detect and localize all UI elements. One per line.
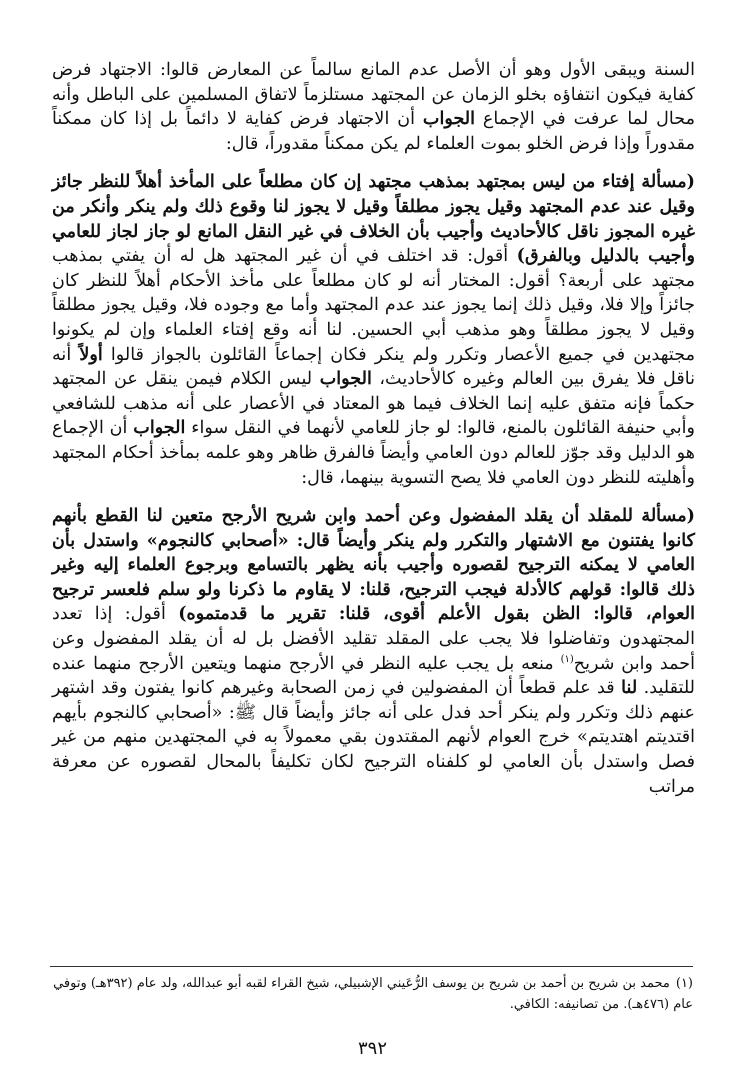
bold-text-run: (مسألة إفتاء من ليس بمجتهد بمذهب مجتهد إن كان مطلعاً على المأخذ أهلاً للنظر جائز وقيل عند عدم المجتهد وقيل يجوز مطلقاً وقيل لا يجوز لنا وقوع ذلك ولم ينكر وأنكر من غيره المجوز ناقل كالأحاديث وأجيب بأن الخلاف في غير النقل المانع لو جاز لجاز للعامي وأجيب بالدليل وبالفرق) [52, 171, 695, 267]
text-run: منعه بل يجب عليه النظر في الأرجح منهما ويتعين الأرجح منهما عنده للتقليد. [52, 653, 696, 699]
footnote-ref: (١) [560, 653, 574, 665]
paragraph [52, 58, 695, 156]
bold-text-run: الجواب [319, 368, 372, 390]
text-run: قد علم قطعاً أن المفضولين في زمن الصحابة وغيرهم كانوا يفتون وقد اشتهر عنهم ذلك وتكرر ولم ينكر أحد فدل على أنه جائز وأيضاً قال ﷺ: «أصحابي كالنجوم بأيهم اقتديتم اهتديتم» خرج العوام لأنهم المقتدون بقي معمولاً به في المجتهدين منهم من غير فصل واستدل بأن العامي لو كلفناه الترجيح لكان تكليفاً بالمحال لقصوره عن معرفة مراتب [52, 678, 695, 797]
bold-text-run: (مسألة للمقلد أن يقلد المفضول وعن أحمد وابن شريح الأرجح متعين لنا القطع بأنهم كانوا يفتنون مع الاشتهار والتكرر ولم ينكر وأيضاً قال: «أصحابي كالنجوم» واستدل بأن العامي لا يمكنه الترجيح لقصوره وأجيب بأنه يظهر بالتسامع وبرجوع العلماء إليه وغير ذلك قالوا: قولهم كالأدلة فيجب الترجيح، قلنا: لا يقاوم ما ذكرنا ولو سلم فلعسر ترجيح العوام، قالوا: الظن بقول الأعلم أقوى، قلنا: تقرير ما قدمتموه) [52, 505, 695, 625]
page-number: ٣٩٢ [357, 1038, 387, 1059]
text-run: ليس الكلام فيمن ينقل عن المجتهد حكماً فإنه متفق عليه إنما الخلاف فيما هو المعتاد في الأعصار على أنه مذهب للشافعي وأبي حنيفة القائلون بالمنع، قالوا: لو جاز للعامي لأنهما في النقل سواء [52, 369, 695, 439]
bold-text-run: أولاً [79, 343, 103, 365]
bold-text-run: الجواب [422, 108, 476, 130]
text-run: أن الإجماع هو الدليل وقد جوّز للعالم دون العامي وأيضاً فالفرق ظاهر وهو علمه بمأخذ أحكام المجتهد وأهليته للنظر دون العامي فلا يصح التسوية بينهما، قال: [52, 418, 695, 488]
bold-text-run: الجواب [133, 417, 186, 439]
footnote-number: (١) [675, 976, 693, 991]
footnote-text: محمد بن شريح بن أحمد بن شريح بن يوسف الرُّعَيني الإشبيلي، شيخ القراء لقبه أبو عبدالله، ولد عام (٣٩٢هـ) وتوفي عام (٤٧٦هـ). من تصانيفه: الكافي. [53, 976, 693, 1012]
text-run: أقول: قد اختلف في أن غير المجتهد هل له أن يفتي بمذهب مجتهد على أربعة؟ أقول: المختار أنه لو كان مطلعاً على مأخذ الأحكام أهلاً للنظر كان جائزاً وإلا فلا، وقيل ذلك إنما يجوز عند عدم المجتهد وأما مع وجوده فلا، وقيل يجوز مطلقاً وقيل لا يجوز مطلقاً وهو مذهب أبي الحسين. لنا أنه وقع إفتاء العلماء وإن لم يكونوا مجتهدين في جميع الأعصار وتكرر ولم ينكر فكان إجماعاً القائلون بالجواز قالوا [52, 246, 695, 365]
footnote [50, 973, 693, 1015]
paragraph [52, 504, 695, 799]
page-body [52, 58, 695, 799]
paragraph [52, 170, 695, 490]
bold-text-run: لنا [621, 677, 638, 699]
text-run: أقول: إذا تعدد المجتهدون وتفاضلوا فلا يجب على المقلد تقليد الأفضل بل له أن يقلد المفضول وعن أحمد وابن شريح [52, 604, 695, 674]
text-run: السنة ويبقى الأول وهو أن الأصل عدم المانع سالماً عن المعارض قالوا: الاجتهاد فرض كفاية فيكون انتفاؤه بخلو الزمان عن المجتهد مستلزماً لاتفاق المسلمين على الباطل وأنه محال لما عرفت في الإجماع [52, 60, 696, 130]
footnote-divider [50, 966, 693, 967]
text-run: أن الاجتهاد فرض كفاية لا دائماً بل إذا كان ممكناً مقدوراً وإذا فرض الخلو بموت العلماء لم يكن ممكناً مقدوراً، قال: [52, 109, 695, 154]
text-run: أنه ناقل فلا يفرق بين العالم وغيره كالأحاديث، [52, 344, 696, 390]
